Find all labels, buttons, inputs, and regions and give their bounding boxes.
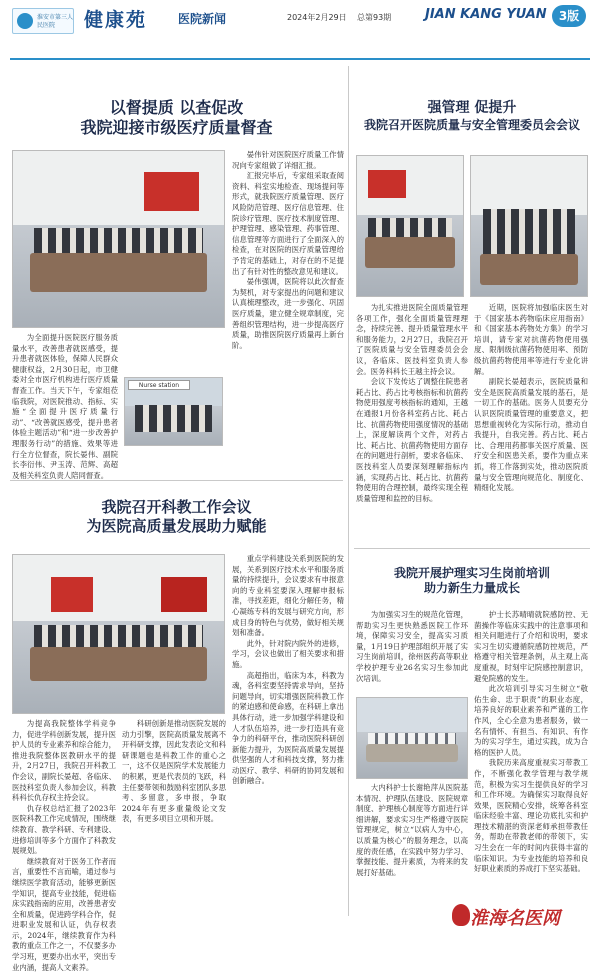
- article-1-column-2: [232, 150, 344, 473]
- article-1-paragraph-3: 汇报完毕后，专家组采取查阅资料、科室实地检查、现场提问等形式，就我院医疗质量管理、医疗风险防范管理、医疗信息管理、住院诊疗管理、医疗技术制度管理、护理管理、感染管理、药事管理、信息管理等方面进行了全面深入的检查，在对医院的医疗质量管理给予肯定的基础上，对存在的不足提出了有针对性的整改意见和建议。: [232, 171, 344, 276]
- right-horizontal-divider: [354, 548, 590, 549]
- article-1-paragraph-2: 晏伟针对医院医疗质量工作情况向专家组做了详细汇报。: [232, 150, 344, 170]
- article-1-title-line2: 我院迎接市级医疗质量督查: [80, 118, 273, 137]
- page-header: [0, 0, 600, 62]
- article-4-title-line2: 助力新生力量成长: [423, 581, 520, 595]
- site-watermark: 淮海名医网: [470, 908, 560, 929]
- issue-date: 2024年2月29日: [287, 13, 347, 22]
- article-3-photo-meeting: [12, 554, 225, 714]
- article-2-title-line1: 强管理 促提升: [427, 100, 517, 116]
- article-4-paragraph-5: 我院历来高度重视实习带教工作，不断强化教学管理与教学规范，积极为实习生提供良好的学习和工作环境。为确保实习取得良好效果，医院精心安排，统筹各科室临床经验丰富、理论功底扎实和护理技术精湛的资深老师承担带教任务，帮助在带教老师的带领下，实习生会在一年的时间内获得丰富的临床知识。为专业技能的培养和良好职业素质的养成打下坚实基础。: [474, 758, 588, 874]
- article-2-column-1: [356, 303, 468, 543]
- article-3-title-line2: 为医院高质量发展助力赋能: [86, 516, 267, 535]
- nurse-station-sign: Nurse station: [128, 380, 190, 390]
- article-2-paragraph-1: 为扎实推进医院全面质量管理各项工作，强化全面质量管理理念，持续完善、提升质量管理水平和服务能力，2月27日，我院召开了医院质量与安全管理委员会会议，各临床、医技科室负责人参会。医务科科长王越主持会议。: [356, 303, 468, 376]
- article-2-column-2: [474, 303, 588, 543]
- article-2-paragraph-4: 副院长晏超表示，医院质量和安全是医院高质量发展的基石，是一切工作的基础。医务人员要充分认识医院质量管理的重要意义，把思想重视转化为实际行动，推动自我提升，自我完善。药占比、耗占比、合理用药都事关医疗质量、医疗安全和医患关系，要作为重点来抓，将工作落到实处，推动医院质量与安全管理向规范化、制度化、精细化发展。: [474, 377, 588, 493]
- article-3-paragraph-5: 重点学科建设关系到医院的发展，关系到医疗技术水平和服务质量的持续提升，会议要求有申报意向的专业科室要深入理解申报标准，寻找差距，细化分解任务，精心凝练专科的发展与研究方向，形成目身的特色与优势，做好相关规划和准备。: [232, 554, 344, 638]
- article-2-paragraph-2: 会议下发传达了调整住院患者耗占比、药占比考核指标和抗菌药物使用强度考核指标的通知，王越在通报1月份各科室药占比、耗占比、抗菌药物使用强度情况的基础上，深度解读两个文件，对药占比、耗占比、抗菌药物使用方面存在的问题进行剖析，要求各临床、医技科室人员要深刻理解指标内涵，实现药占比、耗占比、抗菌药物使用的合理控制，最终实现全程质量管理和监控的目标。: [356, 377, 468, 503]
- article-2-photo-meeting-wide: [356, 155, 464, 297]
- article-4-column-2: [474, 610, 588, 900]
- watermark-logo-icon: [452, 904, 470, 926]
- article-3-title-line1: 我院召开科教工作会议: [101, 498, 252, 516]
- article-4-title-line1: 我院开展护理实习生岗前培训: [393, 566, 550, 580]
- article-3-headline: [10, 498, 343, 536]
- article-1-photo-meeting: [12, 150, 225, 328]
- article-3-column-1: [12, 719, 116, 972]
- article-3-column-2: [122, 719, 226, 919]
- issue-number: 总第93期: [357, 13, 392, 22]
- article-3-paragraph-2: 仇存权总结汇报了2023年医院科教工作完成情况，围绕继续教育、教学科研、专利建设、进修培训等多个方面作了科教发展规划。: [12, 803, 116, 856]
- page-number-badge: 3版: [552, 5, 586, 27]
- header-rule: [10, 58, 590, 60]
- article-2-headline: [354, 100, 590, 133]
- article-1-headline: [10, 98, 343, 138]
- column-name: 健康苑: [84, 9, 148, 31]
- hospital-logo: [12, 8, 74, 34]
- article-3-paragraph-6: 此外，针对院内院外的进修，学习，会议也做出了相关要求和措施。: [232, 638, 344, 669]
- article-4-paragraph-3: 护士长苏晴晴就院感防控、无菌操作等临床实践中的注意事项和相关问题进行了介绍和说明，要求实习生切实遵循院感防控规范，严格遵守相关管理条例，从主观上高度重视，时刻牢记院感控制意识，避免院感的发生。: [474, 610, 588, 683]
- logo-mark-icon: [17, 13, 33, 29]
- article-4-column-1-lower: [356, 783, 468, 921]
- article-3-paragraph-3: 继续教育对于医务工作者而言，重要性不言而喻，通过参与继续医学教育活动，能够更新医学知识，提高专业技能，促进临床实践指南的应用，改善患者安全和质量，促进跨学科合作，促进职业发展和认证，仇存权表示，2024年，继续教育作为科教的重点工作之一，不仅要多办学习班，更要办出水平，突出专业内涵，提高人文素养。: [12, 856, 116, 972]
- article-3-paragraph-4: 科研创新是推动医院发展的动力引擎，医院高质量发展离不开科研支撑，因此发表论文和科研课题也是科教工作的重心之一，这不仅是医院学术发展能力的积累，更是代表员的飞跃，科主任要带领和鼓励科室团队多思考、多留意，多申报，争取2024年有更多重量级论文发表，有更多项目立项和开展。: [122, 719, 226, 824]
- article-1-paragraph-1: 为全面提升医院医疗服务质量水平，改善患者就医感受，提升患者就医体验，保障人民群众健康权益，2月30日起，市卫健委对全市医疗机构进行医疗质量督查工作。当天下午，专家组莅临我院，对医院推动、指标、实施“全面提升医疗质量行动”、“改善就医感受，提升患者体验主题活动”和“进一步改善护理服务行动”的措施、效果等进行全方位督查，院长晏伟、副院长李衍伟、尹玉涛、范辉、高超及相关科室负责人陪同督查。: [12, 333, 118, 480]
- article-4-photo-training: [356, 697, 468, 779]
- article-4-paragraph-2: 大内科护士长谢艳萍从医院基本情况、护理队伍建设、医院规章制度、护理核心制度等方面进行详细讲解，要求实习生严格遵守医院管理规定，树立“以病人为中心，以质量为核心”的服务理念，以高度的责任感，在实践中努力学习、掌握技能、提升素质，为将来的发展打好基础。: [356, 783, 468, 877]
- article-1-title-line1: 以督提质 以查促改: [109, 98, 244, 117]
- article-4-headline: [354, 566, 590, 596]
- column-pinyin: JIAN KANG YUAN: [425, 7, 547, 22]
- article-1-column-1: [12, 333, 118, 480]
- article-4-paragraph-1: 为加强实习生的规范化管理，帮助实习生更快熟悉医院工作环境，保障实习安全，提高实习质量，1月19日护理部组织开展了实习生岗前培训，徐州医药高等职业学校护理专业26名实习生参加此次培训。: [356, 610, 468, 683]
- article-3-paragraph-1: 为提高我院整体学科竞争力，促进学科创新发展，提升医护人员的专业素养和综合能力，推进我院整体医教研水平的提升，2月27日，我院召开科教工作会议，副院长晏超、各临床、医技科室负责人参加会议，科教科科长仇存权主持会议。: [12, 719, 116, 803]
- article-2-photo-speaker: [470, 155, 588, 297]
- center-divider: [348, 66, 349, 916]
- article-4-paragraph-4: 此次培训引导实习生树立“敬佑生命、忠于职责”的职业态度，培养良好的职业素养和严谨的工作作风，全心全意为患者服务，做一名有情怀、有担当、有知识、有作为的实习学生，通过实践，成为合格的医护人员。: [474, 684, 588, 757]
- section-title: 医院新闻: [178, 12, 227, 26]
- logo-text: 淮安市第三人民医院: [37, 14, 74, 29]
- article-3-column-3: [232, 554, 344, 919]
- article-4-column-1: [356, 610, 468, 692]
- article-2-title-line2: 我院召开医院质量与安全管理委员会会议: [363, 117, 580, 132]
- article-1-paragraph-4: 晏伟强调，医院将以此次督查为契机，对专家提出的问题和建议认真梳理整改，进一步强化、巩固医疗质量，建立健全规章制度，完善组织管理结构，进一步提高医疗质量，助推医院医疗质量再上新台阶。: [232, 277, 344, 350]
- article-3-paragraph-7: 高超指出，临床为本，科教为魂，各科室要坚持需求导向，坚持问题导向，切实增强医院科教工作的紧迫感和使命感，在科研上拿出具体行动，进一步加强学科建设和人才队伍培养，进一步打造具有竞争力的科研平台，推动医院科研创新能力提升，为医院高质量发展提供坚强的人才和科技支撑，努力推动医疗、教学、科研的协同发展和创新融合。: [232, 670, 344, 786]
- article-2-paragraph-3: 近期，医院将加强临床医生对于《国家基本药物临床应用指南》和《国家基本药物处方集》的学习培训，请专家对抗菌药物使用强度、限制级抗菌药物使用率、预防级抗菌药物使用率等进行专业化讲解。: [474, 303, 588, 376]
